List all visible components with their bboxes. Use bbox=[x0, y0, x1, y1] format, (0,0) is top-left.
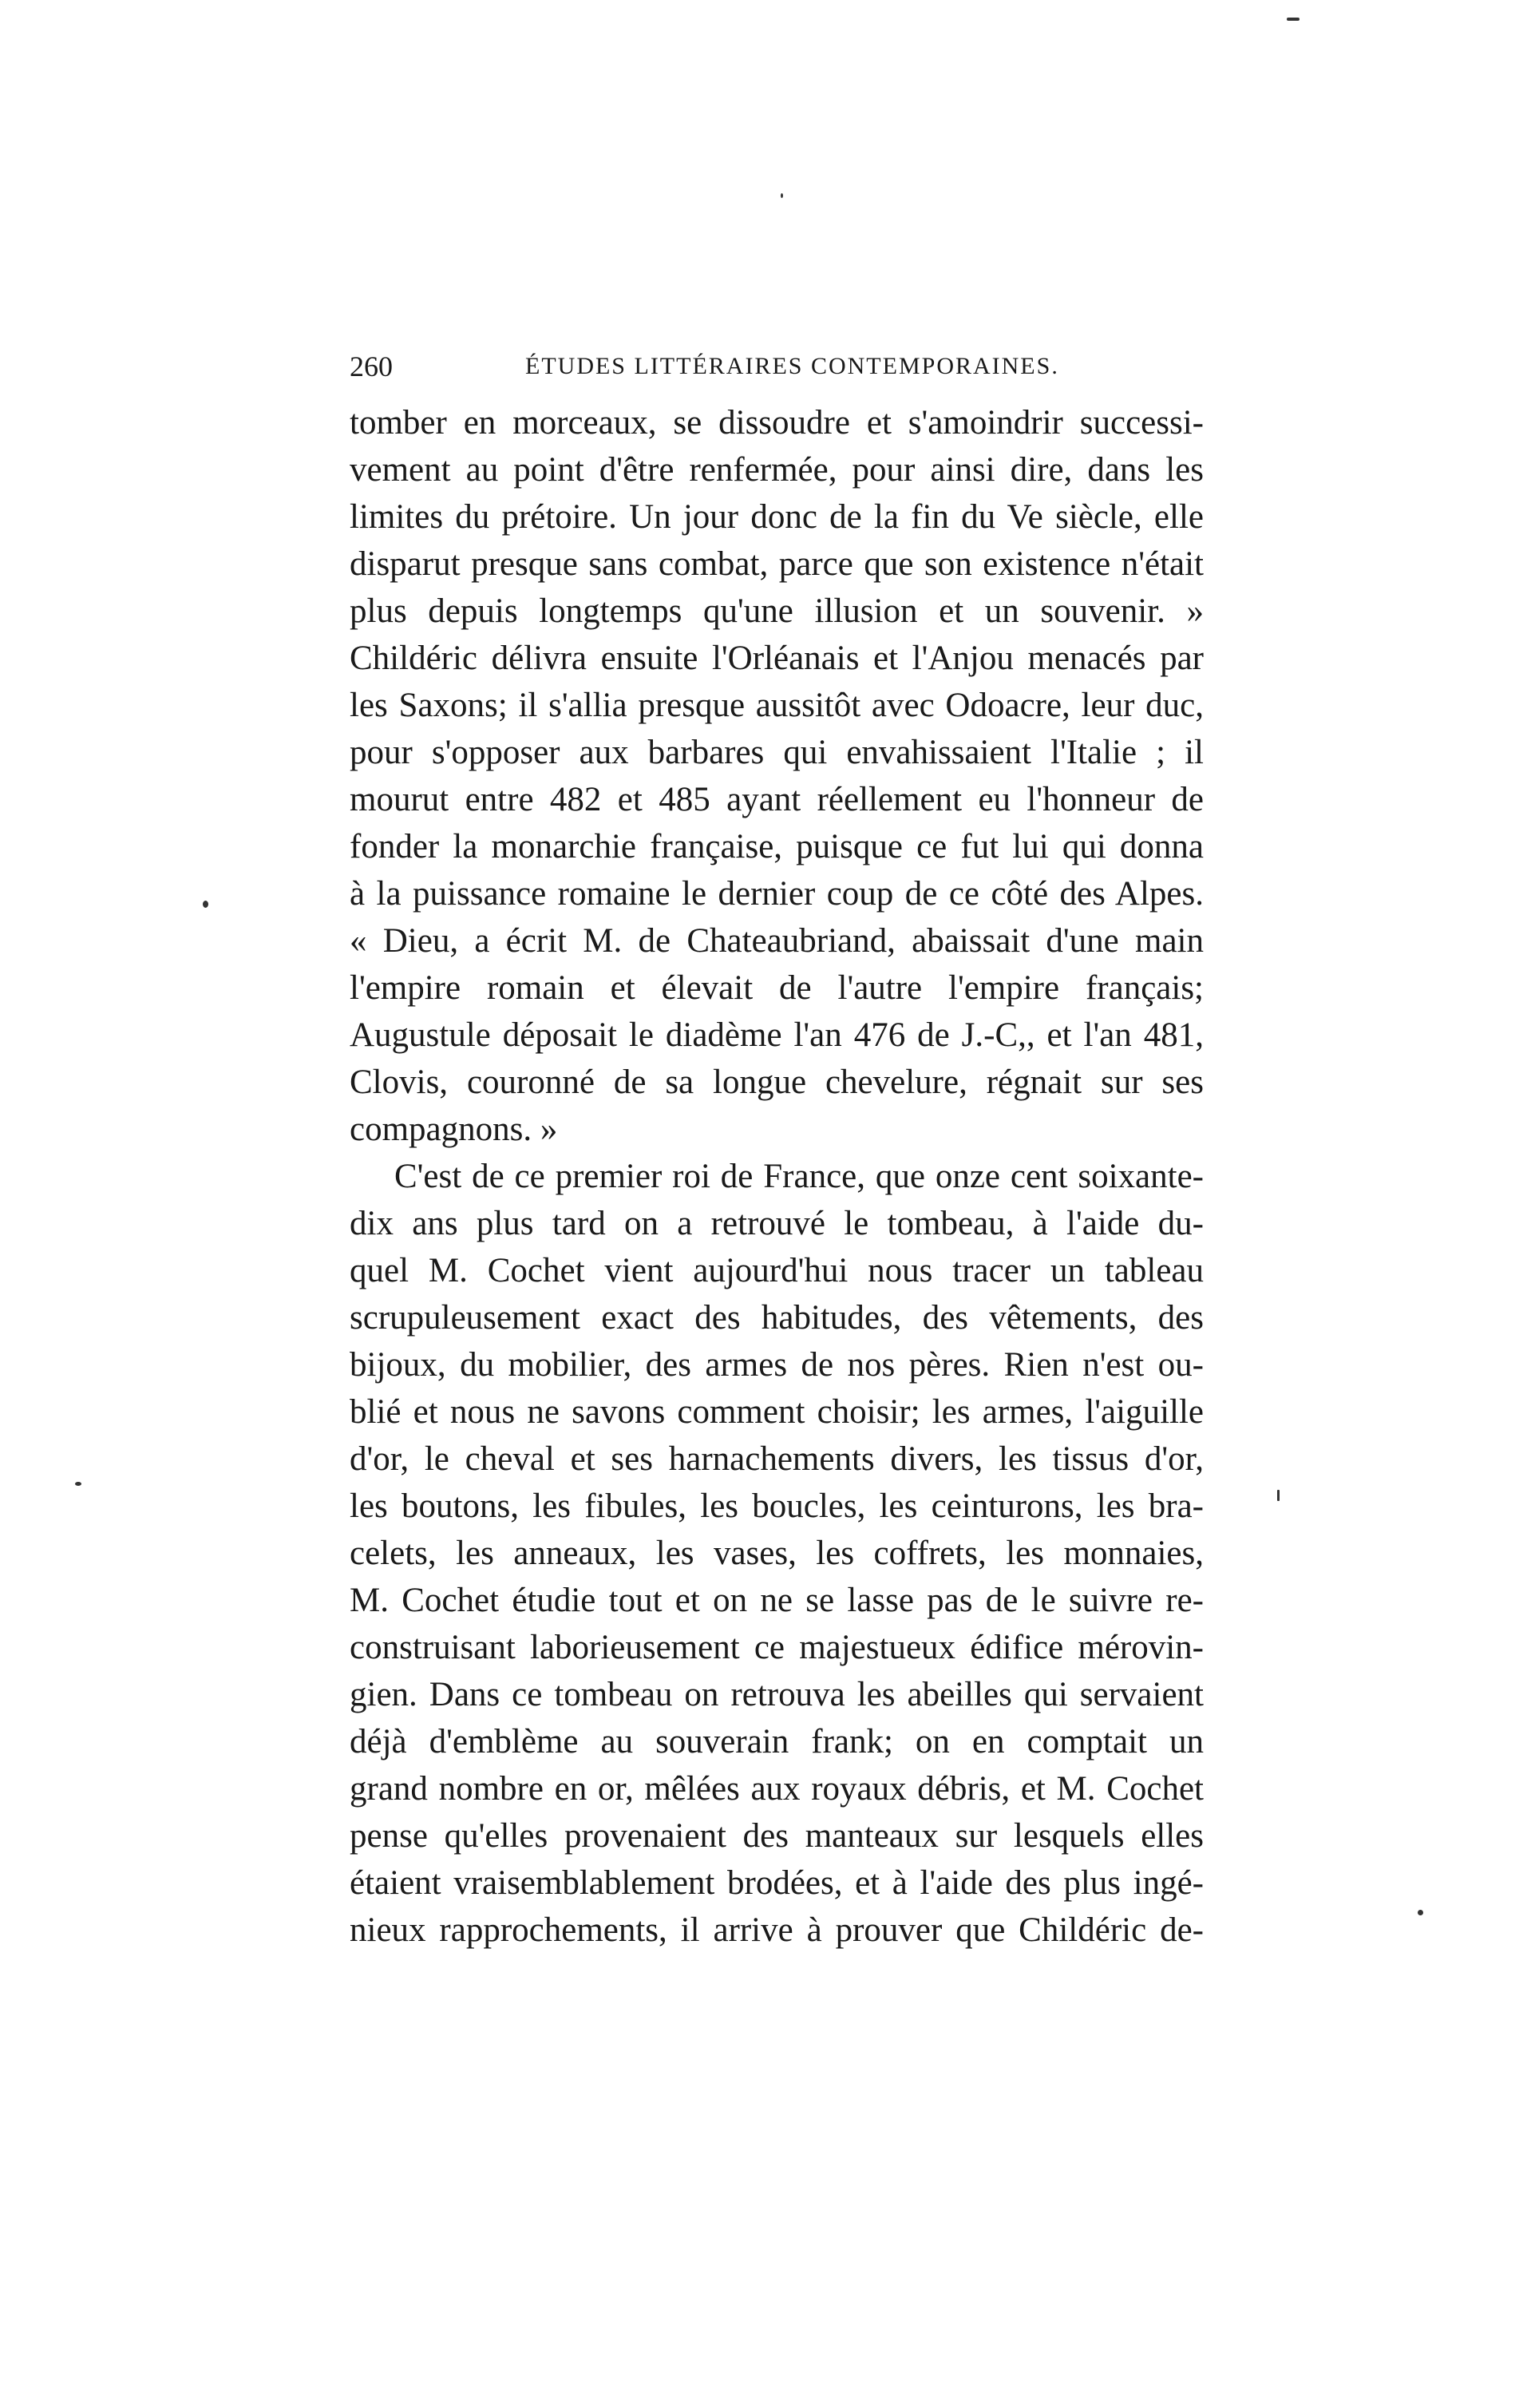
scan-speck bbox=[75, 1482, 81, 1486]
text-line: plus depuis longtemps qu'une illusion et un souvenir. » bbox=[350, 592, 1204, 630]
text-line: vement au point d'être renfermée, pour ainsi dire, dans les bbox=[350, 451, 1204, 489]
text-line: pense qu'elles provenaient des manteaux sur lesquels elles bbox=[350, 1817, 1204, 1855]
text-line: scrupuleusement exact des habitudes, des vêtements, des bbox=[350, 1299, 1204, 1337]
text-line: mourut entre 482 et 485 ayant réellement eu l'honneur de bbox=[350, 781, 1204, 818]
text-line: Clovis, couronné de sa longue chevelure, régnait sur ses bbox=[350, 1063, 1204, 1101]
text-line: Augustule déposait le diadème l'an 476 de J.-C,, et l'an 481, bbox=[350, 1016, 1204, 1054]
text-line: étaient vraisemblablement brodées, et à l'aide des plus ingé- bbox=[350, 1864, 1204, 1902]
text-line: grand nombre en or, mêlées aux royaux débris, et M. Cochet bbox=[350, 1770, 1204, 1808]
text-line: blié et nous ne savons comment choisir; les armes, l'aiguille bbox=[350, 1393, 1204, 1431]
text-line: à la puissance romaine le dernier coup de ce côté des Alpes. bbox=[350, 875, 1204, 913]
text-line: quel M. Cochet vient aujourd'hui nous tracer un tableau bbox=[350, 1252, 1204, 1289]
text-line: disparut presque sans combat, parce que son existence n'était bbox=[350, 545, 1204, 583]
text-line: gien. Dans ce tombeau on retrouva les abeilles qui servaient bbox=[350, 1676, 1204, 1713]
page-number: 260 bbox=[350, 351, 393, 382]
scan-speck bbox=[1277, 1490, 1280, 1501]
text-line: les Saxons; il s'allia presque aussitôt avec Odoacre, leur duc, bbox=[350, 687, 1204, 724]
text-line: C'est de ce premier roi de France, que onze cent soixante- bbox=[394, 1158, 1204, 1195]
text-line: Childéric délivra ensuite l'Orléanais et l'Anjou menacés par bbox=[350, 640, 1204, 677]
text-line: M. Cochet étudie tout et on ne se lasse pas de le suivre re- bbox=[350, 1582, 1204, 1619]
scan-speck bbox=[203, 901, 208, 908]
scan-speck bbox=[1418, 1910, 1423, 1915]
text-line: les boutons, les fibules, les boucles, les ceinturons, les bra- bbox=[350, 1487, 1204, 1525]
paragraph-2 bbox=[350, 1153, 1204, 1954]
text-line: limites du prétoire. Un jour donc de la fin du Ve siècle, elle bbox=[350, 498, 1204, 536]
text-line: tomber en morceaux, se dissoudre et s'amoindrir successi- bbox=[350, 404, 1204, 442]
text-line: nieux rapprochements, il arrive à prouver que Childéric de- bbox=[350, 1911, 1204, 1949]
text-line: compagnons. » bbox=[350, 1111, 558, 1148]
text-line: « Dieu, a écrit M. de Chateaubriand, abaissait d'une main bbox=[350, 922, 1204, 960]
body-text bbox=[350, 399, 1204, 1954]
text-line: bijoux, du mobilier, des armes de nos pères. Rien n'est ou- bbox=[350, 1346, 1204, 1384]
text-line: construisant laborieusement ce majestueux édifice mérovin- bbox=[350, 1629, 1204, 1666]
text-line: d'or, le cheval et ses harnachements divers, les tissus d'or, bbox=[350, 1440, 1204, 1478]
text-line: déjà d'emblème au souverain frank; on en comptait un bbox=[350, 1723, 1204, 1760]
text-line: fonder la monarchie française, puisque ce fut lui qui donna bbox=[350, 828, 1204, 865]
page-header bbox=[350, 350, 1204, 398]
text-line: celets, les anneaux, les vases, les coffrets, les monnaies, bbox=[350, 1535, 1204, 1572]
running-title: ÉTUDES LITTÉRAIRES CONTEMPORAINES. bbox=[525, 353, 1059, 379]
scan-speck bbox=[1287, 18, 1300, 21]
text-line: pour s'opposer aux barbares qui envahissaient l'Italie ; il bbox=[350, 734, 1204, 771]
paragraph-1 bbox=[350, 399, 1204, 1153]
text-line: dix ans plus tard on a retrouvé le tombeau, à l'aide du- bbox=[350, 1205, 1204, 1242]
scan-speck bbox=[781, 193, 783, 198]
text-line: l'empire romain et élevait de l'autre l'empire français; bbox=[350, 969, 1204, 1007]
